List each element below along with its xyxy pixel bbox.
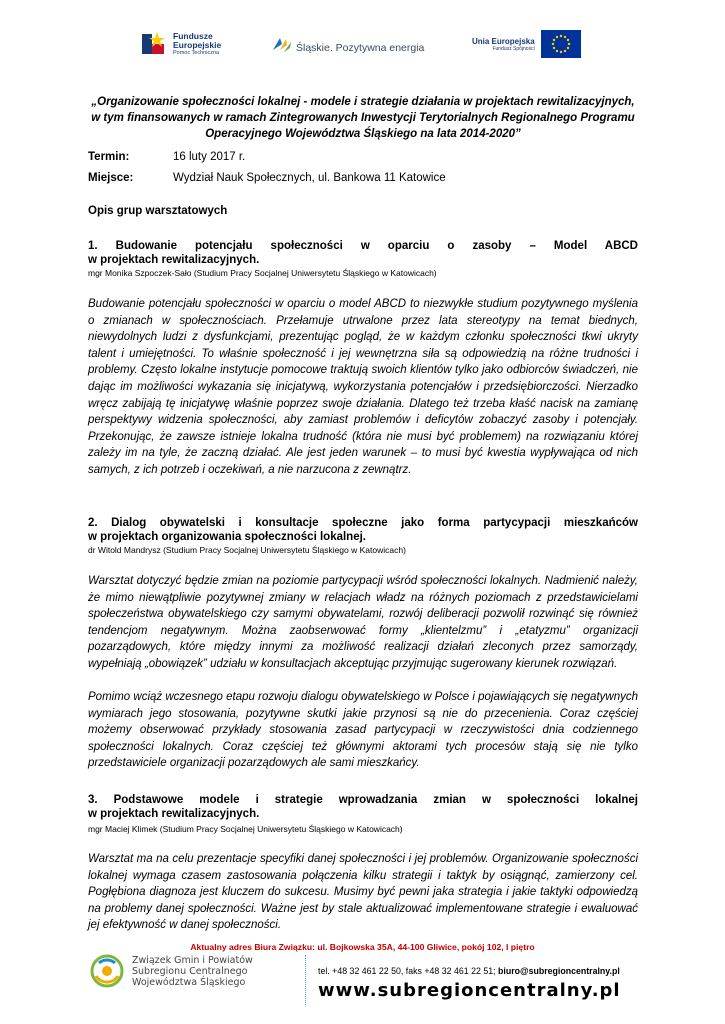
section-3-text: Warsztat ma na celu prezentacje specyfiki danej społeczności i jej problemów. Organizowanie społeczności lokalnej wymaga czasem zastosowania połączenia kilku strategii i taktyk by osiągnąć, zamierzony cel. Pogłębiona diagnoza jest kluczem do sukcesu. Musimy być pewni jaka strategia i jakie taktyki odpowiedzą na problemy danej społeczności. Ważne jest by stale aktualizować implementowane strategie i ewaluować jej efektywność w danej społeczności.: [88, 853, 638, 932]
section-1-title: [88, 239, 638, 267]
termin-label: Termin:: [88, 151, 130, 163]
fundusze-line1: Fundusze: [173, 31, 213, 41]
footer-phone: tel. +48 32 461 22 50, faks +48 32 461 22 51;: [318, 966, 498, 976]
section-2-title-line1: 2. Dialog obywatelski i konsultacje społeczne jako forma partycypacji mieszkańców: [88, 517, 638, 529]
fundusze-sub: Pomoc Techniczna: [173, 50, 220, 56]
section-3-title-line2: w projektach rewitalizacyjnych.: [88, 808, 260, 820]
section-2-text-2: Pomimo wciąż wczesnego etapu rozwoju dialogu obywatelskiego w Polsce i pojawiających się negatywnych wymiarach jego stosowania, pozytywne skutki jakie przynosi są nie do przecenienia. Coraz częściej możemy obserwować przykłady stosowania zasad partycypacji w rzeczywistości dnia codziennego społeczności lokalnych. Coraz częściej też głównymi aktorami tych procesów stają się nie tylko przedstawiciele organizacji pozarządowych ale sami mieszkańcy.: [88, 691, 638, 770]
section-3-title: [88, 793, 638, 821]
section-3-title-line1: 3. Podstawowe modele i strategie wprowadzania zmian w społeczności lokalnej: [88, 794, 638, 806]
footer-contact: [318, 966, 620, 976]
termin-row: [88, 151, 245, 163]
fundusze-europejskie-logo: [140, 30, 221, 58]
eu-line1: Unia Europejska: [472, 36, 535, 46]
eu-line2: Fundusz Spójności: [492, 45, 535, 52]
miejsce-value: Wydział Nauk Społecznych, ul. Bankowa 11 Katowice: [173, 172, 446, 184]
org-line3: Województwa Śląskiego: [132, 976, 246, 988]
eu-flag-icon: [541, 30, 581, 58]
document-title: „Organizowanie społeczności lokalnej - modele i strategie działania w projektach rewitalizacyjnych, w tym finansowanych w ramach Zintegrowanych Inwestycji Terytorialnych Regionalnego Programu Operacyjnego Województwa Śląskiego na lata 2014-2020”: [91, 96, 635, 140]
section-2-text: Warsztat dotyczyć będzie zmian na poziomie partycypacji wśród społeczności lokalnych. Nadmienić należy, że mimo niewątpliwie pozytywnej zmiany w relacjach władz na różnych poziomach z przedstawicielami społeczeństwa obywatelskiego czy samymi obywatelami, rozwój deliberacji pozwolił rozwinąć się również tendencjom negatywnym. Można zaobserwować formy „klientelzmu” i „etatyzmu” organizacji pozarządowych, które między innymi za możliwość realizacji działań zleconych przez samorządy, wypełniają „obowiązek” udziału w konsultacjach akceptując przyjmując sugerowany kierunek rozwiązań.: [88, 575, 638, 670]
section-1-title-line1: 1. Budowanie potencjału społeczności w oparciu o zasoby – Model ABCD: [88, 240, 638, 252]
section-2-title-line2: w projektach organizowania społeczności lokalnej.: [88, 531, 366, 543]
footer-org-logo: [90, 954, 253, 988]
footer-divider: [305, 955, 306, 1005]
footer-website[interactable]: www.subregioncentralny.pl: [318, 980, 621, 1001]
slaskie-bird-icon: [272, 36, 292, 59]
header-logos: [0, 30, 725, 66]
fundusze-star-icon: [140, 30, 168, 58]
miejsce-row: [88, 172, 446, 184]
unia-europejska-logo: [472, 30, 581, 58]
slaskie-text: Śląskie. Pozytywna energia: [296, 41, 425, 54]
section-3-author: mgr Maciej Klimek (Studium Pracy Socjalnej Uniwersytetu Śląskiego w Katowicach): [88, 824, 403, 834]
section-1-title-line2: w projektach rewitalizacyjnych.: [88, 254, 260, 266]
org-circle-icon: [90, 954, 124, 988]
slaskie-logo: [272, 36, 424, 59]
miejsce-label: Miejsce:: [88, 172, 134, 184]
termin-value: 16 luty 2017 r.: [173, 151, 246, 163]
section-2-title: [88, 516, 638, 544]
footer-address-note: Aktualny adres Biura Związku: ul. Bojkowska 35A, 44-100 Gliwice, pokój 102, I piętro: [190, 942, 535, 952]
section-1-author: mgr Monika Szpoczek-Sało (Studium Pracy Socjalnej Uniwersytetu Śląskiego w Katowicach): [88, 268, 437, 278]
section-heading: Opis grup warsztatowych: [88, 205, 228, 217]
org-line2: Subregionu Centralnego: [132, 965, 248, 977]
section-1-text: Budowanie potencjału społeczności w oparciu o model ABCD to niezwykłe studium pozytywnego myślenia o zmianach w społecznościach. Przełamuje utrwalone przez lata stereotypy na temat biednych, niewydolnych ludzi z dysfunkcjami, prezentując pogląd, że w każdym członku społeczności tkwi ukryty talent i umiejętności. To właśnie społeczność i jej wewnętrzna siła są odpowiedzią na różne trudności i problemy. Często lokalne instytucje pomocowe traktują swoich klientów tylko jako odbiorców świadczeń, nie dając im możliwości wykazania się inicjatywą, wykorzystania potencjałów i przedsiębiorczości. Nierzadko wręcz zabijają tę inicjatywę właśnie poprzez swoje działania. Dlatego też trzeba kłaść nacisk na zamianę perspektywy widzenia społeczności, aby zamiast problemów i deficytów zobaczyć zasoby i potencjały. Przekonując, że zawsze istnieje lokalna trudność (która nie musi być problemem) na rozwiązaniu której zależy im na tyle, że zaczną działać. Ale jest jeden warunek – to musi być kwestia wypływająca od nich samych, z ich potrzeb i oczekiwań, a nie narzucona z zewnątrz.: [88, 298, 638, 476]
fundusze-line2: Europejskie: [173, 40, 222, 50]
footer-email[interactable]: biuro@subregioncentralny.pl: [498, 966, 620, 976]
section-2-author: dr Witold Mandrysz (Studium Pracy Socjalnej Uniwersytetu Śląskiego w Katowicach): [88, 545, 406, 555]
org-line1: Związek Gmin i Powiatów: [132, 954, 253, 966]
